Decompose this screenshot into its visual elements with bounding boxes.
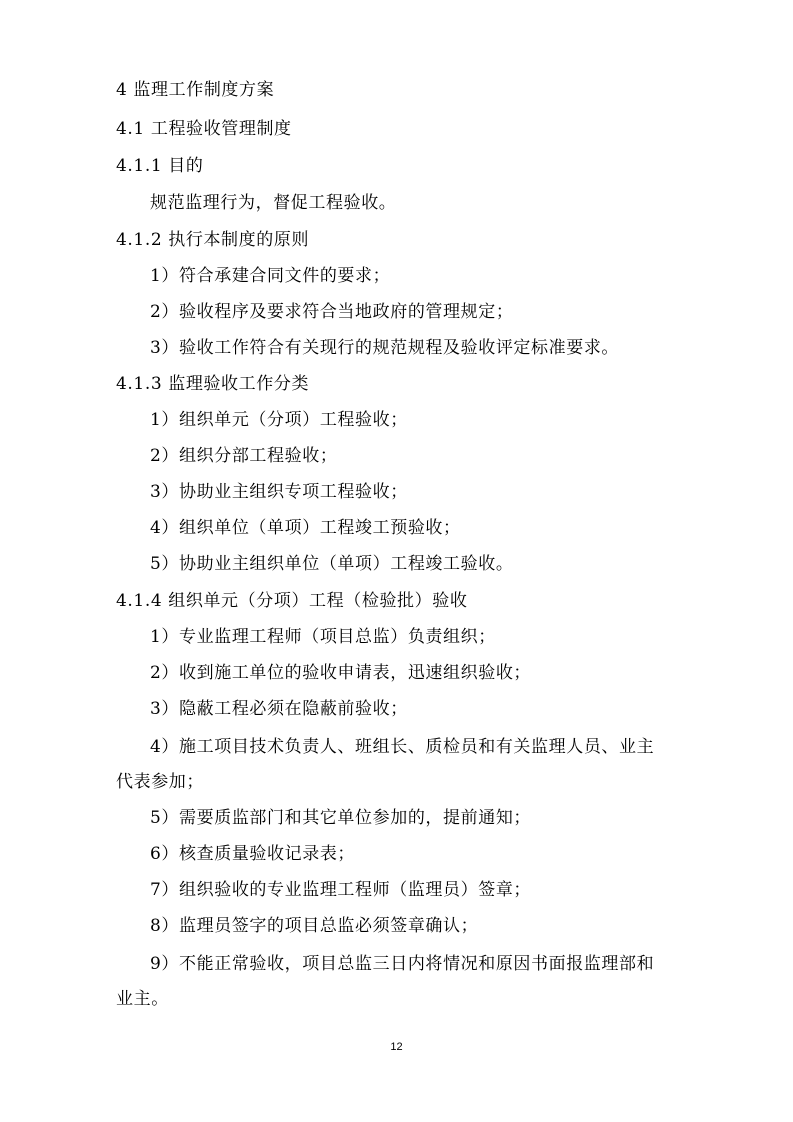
unit-acceptance-item: 2）收到施工单位的验收申请表，迅速组织验收；: [150, 663, 532, 683]
unit-acceptance-item: 9）不能正常验收，项目总监三日内将情况和原因书面报监理部和: [150, 954, 655, 974]
principles-heading: 4.1.2 执行本制度的原则: [116, 230, 310, 250]
purpose-text: 规范监理行为，督促工程验收。: [150, 193, 397, 213]
unit-acceptance-item: 1）专业监理工程师（项目总监）负责组织；: [150, 627, 496, 647]
unit-acceptance-item: 6）核查质量验收记录表；: [150, 844, 356, 864]
unit-acceptance-item-continued: 业主。: [116, 989, 169, 1009]
unit-acceptance-item: 3）隐蔽工程必须在隐蔽前验收；: [150, 699, 408, 719]
categories-item: 5）协助业主组织单位（单项）工程竣工验收。: [150, 554, 514, 574]
purpose-heading: 4.1.1 目的: [116, 156, 204, 176]
unit-acceptance-item: 8）监理员签字的项目总监必须签章确认；: [150, 916, 479, 936]
categories-item: 3）协助业主组织专项工程验收；: [150, 482, 408, 502]
categories-item: 2）组织分部工程验收；: [150, 446, 338, 466]
categories-item: 1）组织单元（分项）工程验收；: [150, 410, 408, 430]
unit-acceptance-item-continued: 代表参加；: [116, 772, 204, 792]
unit-acceptance-item: 7）组织验收的专业监理工程师（监理员）签章；: [150, 880, 532, 900]
unit-acceptance-item: 4）施工项目技术负责人、班组长、质检员和有关监理人员、业主: [150, 737, 655, 757]
unit-acceptance-heading: 4.1.4 组织单元（分项）工程（检验批）验收: [116, 591, 468, 611]
unit-acceptance-item: 5）需要质监部门和其它单位参加的，提前通知；: [150, 808, 532, 828]
categories-item: 4）组织单位（单项）工程竣工预验收；: [150, 518, 461, 538]
page-number: 12: [390, 1041, 403, 1053]
subsection-title: 4.1 工程验收管理制度: [116, 119, 292, 139]
principles-item: 3）验收工作符合有关现行的规范规程及验收评定标准要求。: [150, 338, 620, 358]
section-title: 4 监理工作制度方案: [116, 80, 275, 100]
categories-heading: 4.1.3 监理验收工作分类: [116, 374, 310, 394]
principles-item: 1）符合承建合同文件的要求；: [150, 266, 391, 286]
principles-item: 2）验收程序及要求符合当地政府的管理规定；: [150, 302, 514, 322]
